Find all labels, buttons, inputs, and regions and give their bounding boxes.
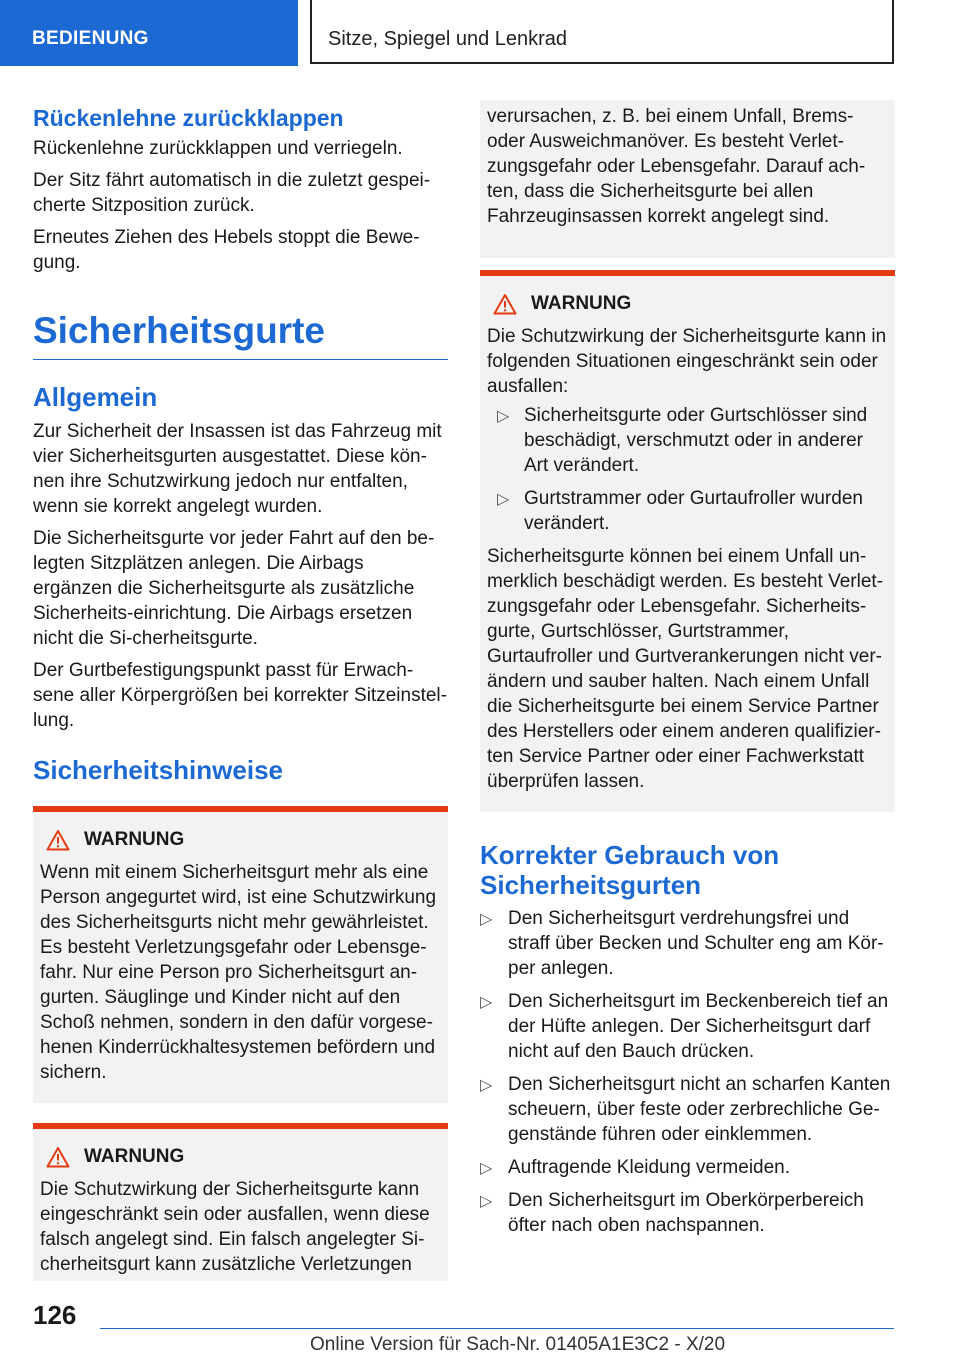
list-item [487, 403, 888, 478]
warning-label: WARNUNG [531, 293, 632, 314]
paragraph: Erneutes Ziehen des Hebels stoppt die Bewe-gung. [33, 227, 420, 273]
list-item-text: Den Sicherheitsgurt verdrehungsfrei und straff über Becken und Schulter eng am Kör-per anlegen. [508, 908, 884, 979]
triangle-bullet-icon: ▷ [480, 1193, 493, 1210]
list-item-text: Gurtstrammer oder Gurtaufroller wurden verändert. [524, 488, 863, 534]
list-item [480, 1155, 895, 1180]
warning-triangle-icon [46, 1146, 70, 1168]
paragraph: Der Sitz fährt automatisch in die zuletzt gespei-cherte Sitzposition zurück. [33, 170, 431, 216]
paragraph: Zur Sicherheit der Insassen ist das Fahrzeug mit vier Sicherheitsgurten ausgestattet. Diese kön-nen ihre Schutzwirkung jedoch nur entfalten, wenn sie korrekt angelegt wurden. [33, 421, 442, 517]
paragraph: Die Sicherheitsgurte vor jeder Fahrt auf den be-legten Sitzplätzen anlegen. Die Airbags ergänzen die Sicherheitsgurte als zusätzliche Sicherheits-einrichtung. Die Airbags ersetzen nicht die Si-cherheitsgurte. [33, 528, 435, 649]
heading-sicherheitsgurte: Sicherheitsgurte [33, 309, 448, 360]
warning-text: Die Schutzwirkung der Sicherheitsgurte kann in folgenden Situationen eingeschränkt sein oder ausfallen: [487, 326, 887, 397]
warning-triangle-icon [493, 293, 517, 315]
warning-text: Wenn mit einem Sicherheitsgurt mehr als eine Person angegurtet wird, ist eine Schutzwirkung des Sicherheitsgurts nicht mehr gewährleistet. Es besteht Verletzungsgefahr oder Lebensge-fahr. Nur eine Person pro Sicherheitsgurt an-gurten. Säuglinge und Kinder nicht auf den Schoß nehmen, sondern in den dafür vorgese-henen Kinderrückhaltesystemen befördern und sichern. [40, 862, 437, 1083]
left-column [33, 100, 448, 1281]
list-item [480, 989, 895, 1064]
warning-triangle-icon [46, 829, 70, 851]
warning-text: Sicherheitsgurte können bei einem Unfall un-merklich beschädigt werden. Es besteht Verlet-zungsgefahr oder Lebensgefahr. Sicherheits-gurte, Gurtschlösser, Gurtstrammer, Gurtaufroller und Gurtverankerungen nicht ver-ändern und sauber halten. Nach einem Unfall die Sicherheitsgurte bei einem Service Partner des Herstellers oder einem anderen qualifizier-ten Service Partner oder einer Fachwerkstatt überprüfen lassen. [487, 546, 884, 792]
warning-label: WARNUNG [84, 829, 185, 850]
warning-box-continued [480, 100, 895, 258]
list-item [487, 486, 888, 536]
list-item-text: Den Sicherheitsgurt im Beckenbereich tief an der Hüfte anlegen. Der Sicherheitsgurt darf nicht auf den Bauch drücken. [508, 991, 889, 1062]
triangle-bullet-icon: ▷ [497, 408, 510, 425]
online-version-note: Online Version für Sach-Nr. 01405A1E3C2 - X/20 [310, 1334, 726, 1355]
chapter-title: Sitze, Spiegel und Lenkrad [310, 0, 894, 64]
triangle-bullet-icon: ▷ [480, 994, 493, 1011]
list-item [480, 1188, 895, 1238]
warning-label: WARNUNG [84, 1146, 185, 1167]
warning-text: Die Schutzwirkung der Sicherheitsgurte kann eingeschränkt sein oder ausfallen, wenn diese falsch angelegt sind. Ein falsch angelegter Si-cherheitsgurt kann zusätzliche Verletzungen [40, 1179, 430, 1275]
footer-divider [100, 1328, 894, 1329]
heading-allgemein: Allgemein [33, 382, 158, 412]
warning-header [487, 290, 888, 318]
warning-list [487, 403, 888, 536]
section-tab: BEDIENUNG [0, 0, 298, 66]
triangle-bullet-icon: ▷ [480, 1160, 493, 1177]
list-item [480, 1072, 895, 1147]
triangle-bullet-icon: ▷ [497, 491, 510, 508]
heading-korrekter-gebrauch: Korrekter Gebrauch von Sicherheitsgurten [480, 840, 780, 900]
right-column [480, 100, 895, 1246]
list-item-text: Sicherheitsgurte oder Gurtschlösser sind beschädigt, verschmutzt oder in anderer Art verändert. [524, 405, 868, 476]
list-item-text: Auftragende Kleidung vermeiden. [508, 1157, 791, 1178]
page-number: 126 [33, 1300, 77, 1330]
list-item-text: Den Sicherheitsgurt im Oberkörperbereich öfter nach oben nachspannen. [508, 1190, 864, 1236]
heading-sicherheitshinweise: Sicherheitshinweise [33, 755, 283, 785]
list-item [480, 906, 895, 981]
warning-header [40, 1143, 441, 1171]
warning-box [480, 270, 895, 812]
warning-box [33, 806, 448, 1103]
triangle-bullet-icon: ▷ [480, 911, 493, 928]
warning-box [33, 1123, 448, 1281]
paragraph: Rückenlehne zurückklappen und verriegeln. [33, 138, 403, 159]
warning-header [40, 826, 441, 854]
list-item-text: Den Sicherheitsgurt nicht an scharfen Kanten scheuern, über feste oder zerbrechliche Ge-genstände führen oder einklemmen. [508, 1074, 891, 1145]
heading-rueckenlehne: Rückenlehne zurückklappen [33, 105, 344, 131]
usage-list [480, 906, 895, 1238]
paragraph: Der Gurtbefestigungspunkt passt für Erwach-sene aller Körpergrößen bei korrekter Sitzeinstel-lung. [33, 660, 447, 731]
triangle-bullet-icon: ▷ [480, 1077, 493, 1094]
warning-text: verursachen, z. B. bei einem Unfall, Brems- oder Ausweichmanöver. Es besteht Verlet-zungsgefahr oder Lebensgefahr. Darauf ach-ten, dass die Sicherheitsgurte bei allen Fahrzeuginsassen korrekt angelegt sind. [487, 106, 866, 227]
page-header [0, 0, 960, 68]
